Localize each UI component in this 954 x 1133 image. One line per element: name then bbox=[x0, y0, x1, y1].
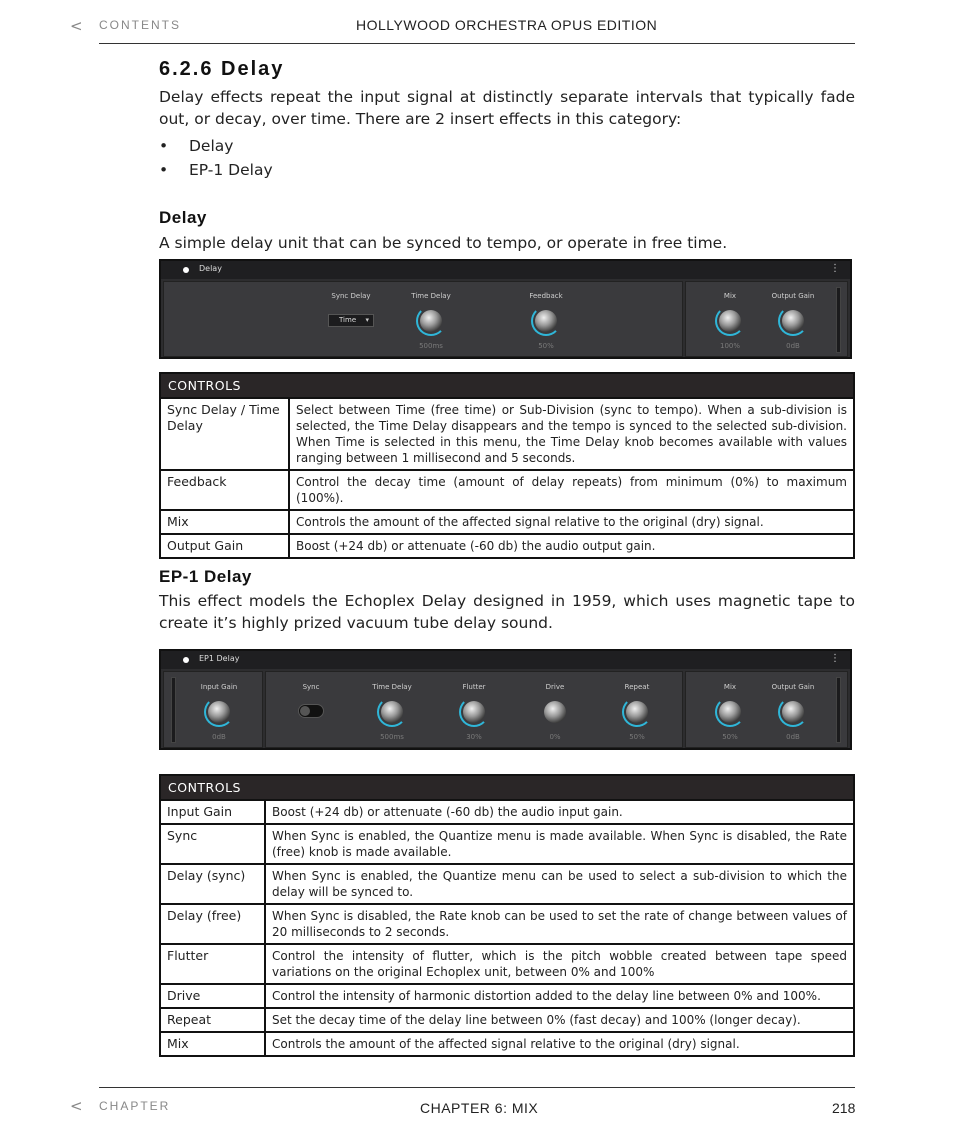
input-level-meter bbox=[171, 677, 176, 743]
bullet-text: EP-1 Delay bbox=[189, 161, 273, 179]
output-gain-knob[interactable] bbox=[778, 306, 808, 336]
document-title: HOLLYWOOD ORCHESTRA OPUS EDITION bbox=[356, 17, 658, 33]
output-gain-knob[interactable] bbox=[778, 697, 808, 727]
mix-knob[interactable] bbox=[715, 697, 745, 727]
sync-delay-dropdown[interactable]: Time ▾ bbox=[328, 314, 374, 327]
header-divider bbox=[99, 43, 855, 44]
flutter-value: 30% bbox=[466, 733, 482, 741]
mix-label: Mix bbox=[723, 683, 737, 691]
time-delay-knob[interactable] bbox=[377, 697, 407, 727]
power-button[interactable] bbox=[183, 267, 189, 273]
control-name: Delay (sync) bbox=[160, 864, 265, 904]
drive-knob[interactable] bbox=[540, 697, 570, 727]
repeat-label: Repeat bbox=[624, 683, 650, 691]
table-row bbox=[160, 534, 854, 558]
table-row bbox=[160, 398, 854, 470]
control-description: Boost (+24 db) or attenuate (-60 db) the audio input gain. bbox=[265, 800, 854, 824]
plugin-name: Delay bbox=[199, 264, 222, 273]
more-menu-icon[interactable]: ⋮ bbox=[830, 263, 840, 274]
control-name: Drive bbox=[160, 984, 265, 1008]
delay-description: A simple delay unit that can be synced to tempo, or operate in free time. bbox=[159, 234, 728, 252]
power-button[interactable] bbox=[183, 657, 189, 663]
time-delay-value: 500ms bbox=[419, 342, 443, 350]
time-delay-label: Time Delay bbox=[372, 683, 412, 691]
control-name: Sync Delay / Time Delay bbox=[160, 398, 289, 470]
mix-label: Mix bbox=[723, 292, 737, 300]
table-header: CONTROLS bbox=[160, 775, 854, 800]
control-name: Output Gain bbox=[160, 534, 289, 558]
section-intro: Delay effects repeat the input signal at distinctly separate intervals that typically fade out, or decay, over time. There are 2 insert effects in this category: bbox=[159, 88, 855, 128]
control-description: Controls the amount of the affected signal relative to the original (dry) signal. bbox=[289, 510, 854, 534]
output-gain-value: 0dB bbox=[786, 342, 800, 350]
table-row bbox=[160, 470, 854, 510]
delay-heading: Delay bbox=[159, 208, 207, 227]
drive-label: Drive bbox=[545, 683, 565, 691]
table-header: CONTROLS bbox=[160, 373, 854, 398]
drive-value: 0% bbox=[549, 733, 561, 741]
output-gain-label: Output Gain bbox=[771, 683, 815, 691]
sync-label: Sync bbox=[302, 683, 320, 691]
page-number: 218 bbox=[832, 1100, 856, 1116]
more-menu-icon[interactable]: ⋮ bbox=[830, 653, 840, 664]
delay-plugin-panel bbox=[159, 259, 852, 359]
mix-knob[interactable] bbox=[715, 306, 745, 336]
table-row bbox=[160, 944, 854, 984]
repeat-knob[interactable] bbox=[622, 697, 652, 727]
contents-back-arrow-icon[interactable]: < bbox=[70, 17, 83, 35]
sync-delay-label: Sync Delay bbox=[331, 292, 371, 300]
sync-toggle[interactable] bbox=[298, 704, 324, 718]
control-name: Mix bbox=[160, 1032, 265, 1056]
control-description: Control the intensity of flutter, which is the pitch wobble created between tape speed variations on the original Echoplex unit, between 0% and 100% bbox=[265, 944, 854, 984]
time-delay-knob[interactable] bbox=[416, 306, 446, 336]
control-description: Set the decay time of the delay line between 0% (fast decay) and 100% (longer decay). bbox=[265, 1008, 854, 1032]
output-level-meter bbox=[836, 287, 841, 353]
control-name: Repeat bbox=[160, 1008, 265, 1032]
plugin-name: EP1 Delay bbox=[199, 654, 240, 663]
control-description: Boost (+24 db) or attenuate (-60 db) the audio output gain. bbox=[289, 534, 854, 558]
ep1-controls-table bbox=[159, 774, 855, 1057]
chapter-link[interactable]: CHAPTER bbox=[99, 1099, 171, 1113]
bullet-item: • Delay bbox=[159, 137, 234, 155]
ep1-delay-description: This effect models the Echoplex Delay designed in 1959, which uses magnetic tape to create it’s highly prized vacuum tube delay sound. bbox=[159, 592, 855, 632]
output-gain-value: 0dB bbox=[786, 733, 800, 741]
table-row bbox=[160, 864, 854, 904]
control-description: Control the intensity of harmonic distortion added to the delay line between 0% and 100%. bbox=[265, 984, 854, 1008]
table-row bbox=[160, 984, 854, 1008]
ep1-delay-plugin-panel bbox=[159, 649, 852, 750]
control-description: When Sync is enabled, the Quantize menu is made available. When Sync is disabled, the Rate (free) knob is made available. bbox=[265, 824, 854, 864]
table-row bbox=[160, 1032, 854, 1056]
repeat-value: 50% bbox=[629, 733, 645, 741]
control-name: Mix bbox=[160, 510, 289, 534]
bullet-item: • EP-1 Delay bbox=[159, 161, 273, 179]
section-title: 6.2.6 Delay bbox=[159, 58, 285, 80]
input-gain-value: 0dB bbox=[212, 733, 226, 741]
table-row bbox=[160, 824, 854, 864]
output-level-meter bbox=[836, 677, 841, 743]
table-row bbox=[160, 510, 854, 534]
flutter-knob[interactable] bbox=[459, 697, 489, 727]
table-row bbox=[160, 904, 854, 944]
table-row bbox=[160, 1008, 854, 1032]
mix-value: 50% bbox=[722, 733, 738, 741]
contents-link[interactable]: CONTENTS bbox=[99, 18, 181, 32]
control-name: Delay (free) bbox=[160, 904, 265, 944]
time-delay-label: Time Delay bbox=[411, 292, 451, 300]
ep1-delay-heading: EP-1 Delay bbox=[159, 567, 252, 586]
feedback-label: Feedback bbox=[529, 292, 563, 300]
flutter-label: Flutter bbox=[462, 683, 486, 691]
chapter-title: CHAPTER 6: MIX bbox=[420, 1100, 539, 1116]
control-name: Input Gain bbox=[160, 800, 265, 824]
control-name: Sync bbox=[160, 824, 265, 864]
control-description: Controls the amount of the affected signal relative to the original (dry) signal. bbox=[265, 1032, 854, 1056]
control-name: Flutter bbox=[160, 944, 265, 984]
plugin-titlebar bbox=[161, 261, 850, 279]
mix-value: 100% bbox=[719, 342, 740, 350]
output-gain-label: Output Gain bbox=[771, 292, 815, 300]
chapter-back-arrow-icon[interactable]: < bbox=[70, 1097, 83, 1115]
time-delay-value: 500ms bbox=[380, 733, 404, 741]
footer-divider bbox=[99, 1087, 855, 1088]
control-description: When Sync is disabled, the Rate knob can be used to set the rate of change between values of 20 milliseconds to 2 seconds. bbox=[265, 904, 854, 944]
delay-controls-table bbox=[159, 372, 855, 559]
plugin-titlebar bbox=[161, 651, 850, 669]
control-name: Feedback bbox=[160, 470, 289, 510]
control-description: Select between Time (free time) or Sub-Division (sync to tempo). When a sub-division is selected, the Time Delay disappears and the tempo is synced to the selected sub-division. When Time is selected in this menu, the Time Delay knob becomes available with values ranging between 1 millisecond and 5 seconds. bbox=[289, 398, 854, 470]
input-gain-knob[interactable] bbox=[204, 697, 234, 727]
input-gain-label: Input Gain bbox=[200, 683, 238, 691]
control-description: Control the decay time (amount of delay repeats) from minimum (0%) to maximum (100%). bbox=[289, 470, 854, 510]
feedback-knob[interactable] bbox=[531, 306, 561, 336]
control-description: When Sync is enabled, the Quantize menu can be used to select a sub-division to which the delay will be synced to. bbox=[265, 864, 854, 904]
feedback-value: 50% bbox=[538, 342, 554, 350]
table-row bbox=[160, 800, 854, 824]
bullet-text: Delay bbox=[189, 137, 234, 155]
